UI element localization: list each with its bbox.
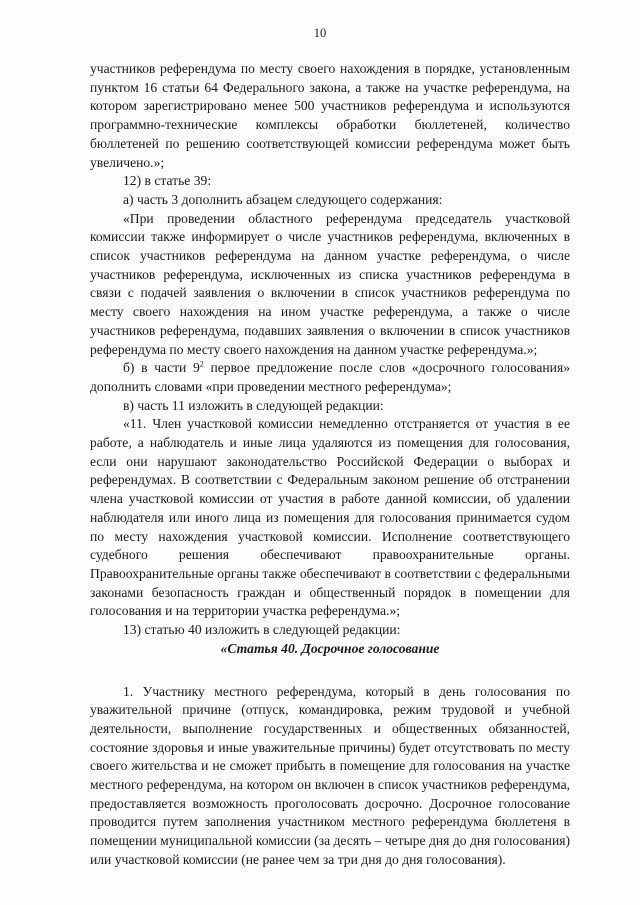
paragraph-item-13: 13) статью 40 изложить в следующей редакции: <box>123 622 401 638</box>
superscript: 2 <box>199 359 204 369</box>
paragraph-item-v: в) часть 11 изложить в следующей редакции: <box>123 397 384 413</box>
document-body <box>90 60 570 870</box>
paragraph-item-b <box>90 359 570 396</box>
spacer <box>90 659 570 683</box>
paragraph-item-a: а) часть 3 дополнить абзацем следующего содержания: <box>123 191 443 207</box>
paragraph-quote-2: «11. Член участковой комиссии немедленно отстраняется от участия в ее работе, а наблюдатель и иные лица удаляются из помещения для голосования, если они нарушают законодательство Российской Федерации о выборах и референдумах. В соответствии с Федеральным законом решение об отстранении члена участковой комиссии от участия в работе данной комиссии, об удалении наблюдателя или иного лица из помещения для голосования принимается судом по месту нахождения участковой комиссии. Исполнение соответствующего судебного решения обеспечивают правоохранительные органы. Правоохранительные органы также обеспечивают в соответствии с федеральными законами безопасность граждан и общественный порядок в помещении для голосования и на территории участка референдума.»; <box>90 416 570 619</box>
article-title: «Статья 40. Досрочное голосование <box>220 640 440 656</box>
paragraph-item-12: 12) в статье 39: <box>123 173 212 189</box>
paragraph-continuation: участников референдума по месту своего нахождения в порядке, установленным пунктом 16 статьи 64 Федерального закона, а также на участке референдума, на котором зарегистрировано менее 500 участников референдума и используются программно-технические комплексы обработки бюллетеней, количество бюллетеней по решению соответствующей комиссии референдума может быть увеличено.»; <box>90 61 570 170</box>
page-number: 10 <box>313 26 327 40</box>
paragraph-item-b-start: б) в части 9 <box>123 360 200 376</box>
paragraph-item-b-end: первое предложение после слов «досрочного голосования» дополнить словами «при проведении местного референдума»; <box>90 360 570 394</box>
paragraph-article-40-1: 1. Участнику местного референдума, который в день голосования по уважительной причине (отпуск, командировка, режим трудовой и учебной деятельности, выполнение государственных и общественных обязанностей, состояние здоровья и иные уважительные причины) будет отсутствовать по месту своего жительства и не сможет прибыть в помещение для голосования на участке местного референдума, на котором он включен в список участников референдума, предоставляется возможность проголосовать досрочно. Досрочное голосование проводится путем заполнения участником местного референдума бюллетеня в помещении муниципальной комиссии (за десять – четыре дня до дня голосования) или участковой комиссии (не ранее чем за три дня до дня голосования). <box>90 683 570 867</box>
paragraph-quote-1: «При проведении областного референдума председатель участковой комиссии также информирует о числе участников референдума, включенных в список участников референдума на данном участке референдума, о числе участников референдума, исключенных из списка участников референдума в связи с подачей заявления о включении в список участников референдума по месту своего нахождения на ином участке референдума, а также о числе участников референдума, подавших заявления о включении в список участников референдума по месту своего нахождения на данном участке референдума.»; <box>90 210 570 357</box>
